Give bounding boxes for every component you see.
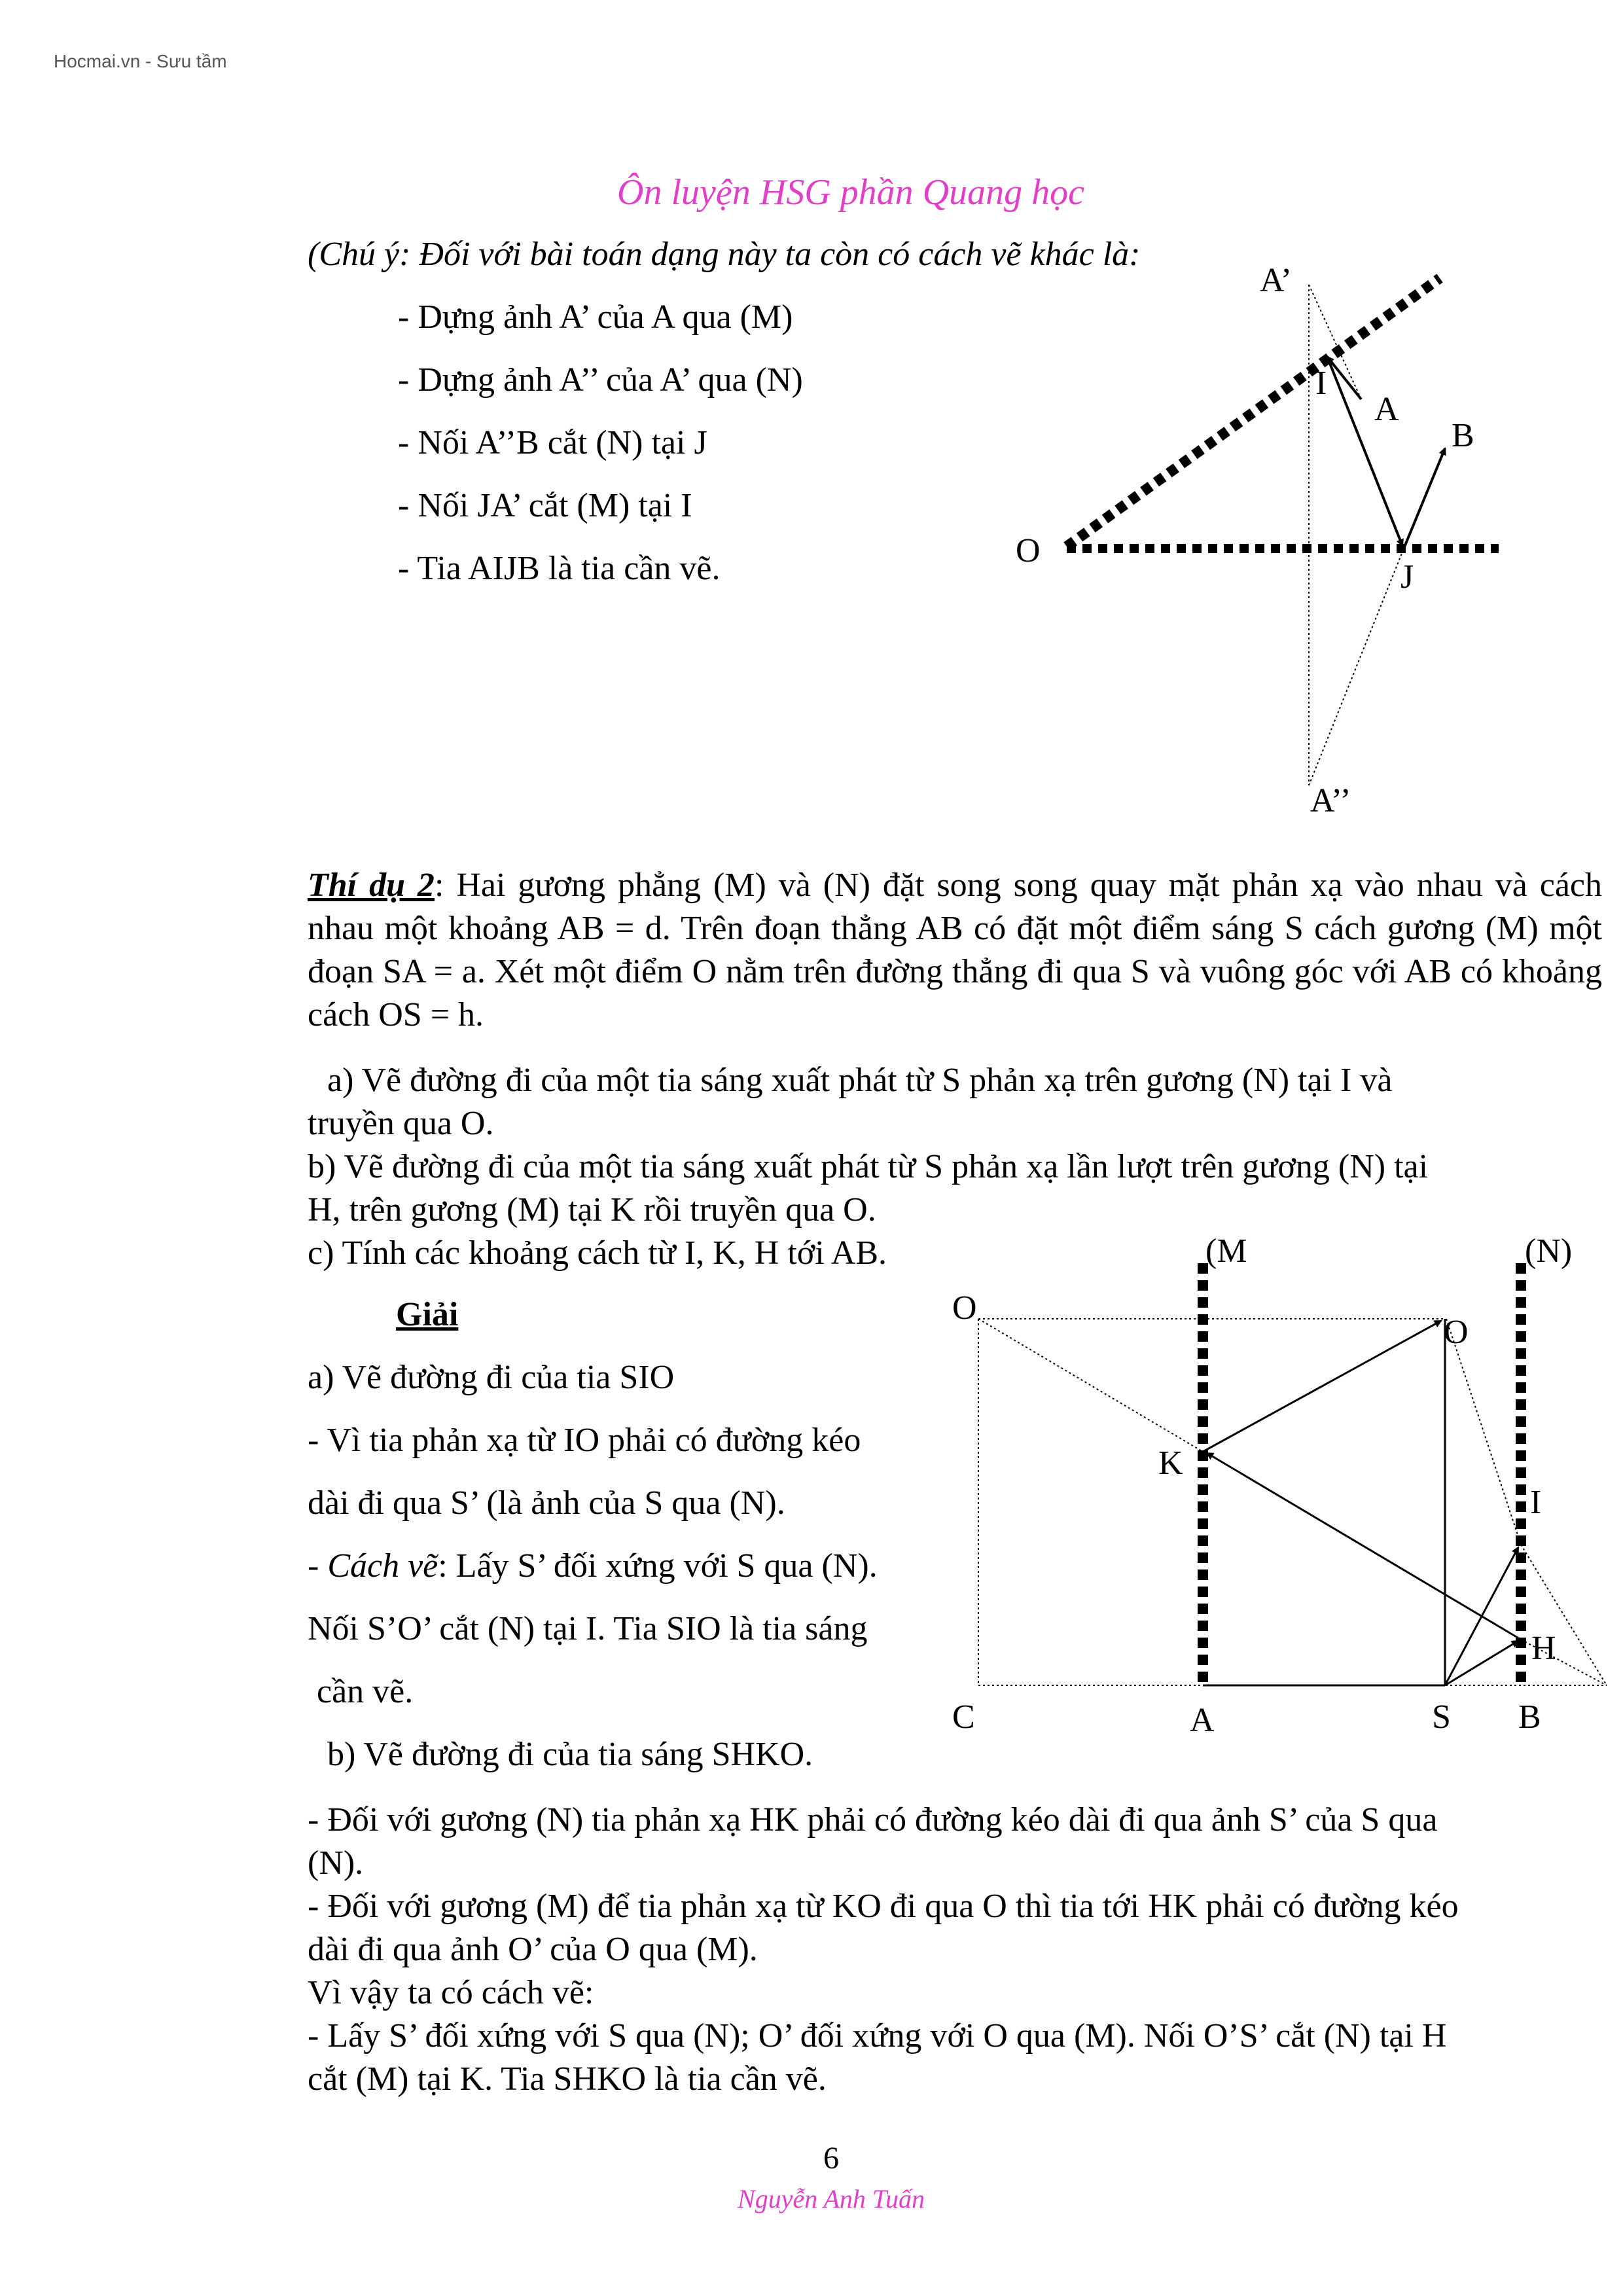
question-c: c) Tính các khoảng cách từ I, K, H tới AB.: [308, 1234, 887, 1272]
label-i: I: [1530, 1484, 1542, 1521]
solution-a-line-5: cần vẽ.: [317, 1673, 414, 1710]
solution-a-line-3: - Cách vẽ: Lấy S’ đối xứng với S qua (N).: [308, 1547, 878, 1585]
solution-a-title: a) Vẽ đường đi của tia SIO: [308, 1359, 675, 1396]
ray-k-to-o: [1203, 1321, 1441, 1452]
note-intro: (Chú ý: Đối với bài toán dạng này ta còn có cách vẽ khác là:: [308, 236, 1141, 273]
label-mirror-m: (M: [1205, 1232, 1247, 1270]
note-step-3: - Nối A’’B cắt (N) tại J: [398, 424, 707, 461]
solution-b-title: b) Vẽ đường đi của tia sáng SHKO.: [327, 1736, 813, 1773]
label-o-left: O: [952, 1289, 977, 1327]
solution-b-line-6: - Lấy S’ đối xứng với S qua (N); O’ đối xứng với O qua (M). Nối O’S’ cắt (N) tại H: [308, 2017, 1447, 2054]
ray-i-to-j: [1327, 357, 1402, 546]
note-step-4: - Nối JA’ cắt (M) tại I: [398, 487, 692, 524]
page-number: 6: [823, 2141, 839, 2176]
solution-b-line-1: - Đối với gương (N) tia phản xạ HK phải có đường kéo dài đi qua ảnh S’ của S qua: [308, 1801, 1438, 1839]
note-step-5: - Tia AIJB là tia cần vẽ.: [398, 550, 721, 587]
author-name: Nguyễn Anh Tuấn: [738, 2184, 925, 2214]
construction-o-i: [1446, 1319, 1521, 1545]
label-c: C: [952, 1698, 975, 1736]
example-2-paragraph: [308, 864, 1602, 1037]
label-o-right: O: [1444, 1314, 1469, 1351]
label-k: K: [1158, 1444, 1183, 1482]
figure-2-parallel-mirrors: [942, 1230, 1623, 1754]
solution-a-line-3-rest: : Lấy S’ đối xứng với S qua (N).: [438, 1547, 878, 1585]
note-step-1: - Dựng ảnh A’ của A qua (M): [398, 298, 793, 336]
label-h: H: [1531, 1630, 1556, 1667]
solution-a-line-4: Nối S’O’ cắt (N) tại I. Tia SIO là tia sáng: [308, 1610, 868, 1647]
label-a: A: [1374, 391, 1399, 428]
label-mirror-n: (N): [1525, 1232, 1573, 1270]
solution-a-line-1: - Vì tia phản xạ từ IO phải có đường kéo: [308, 1422, 861, 1459]
question-a-line-1: a) Vẽ đường đi của một tia sáng xuất phát từ S phản xạ trên gương (N) tại I và: [327, 1062, 1393, 1099]
label-a: A: [1190, 1702, 1215, 1739]
label-b: B: [1518, 1698, 1541, 1736]
label-o: O: [1016, 532, 1041, 569]
example-2-heading: Thí dụ 2: [308, 867, 435, 904]
question-a-line-2: truyền qua O.: [308, 1105, 494, 1142]
page-title: Ôn luyện HSG phần Quang học: [617, 172, 1084, 213]
solution-b-line-7: cắt (M) tại K. Tia SHKO là tia cần vẽ.: [308, 2060, 827, 2098]
solution-b-line-3: - Đối với gương (M) để tia phản xạ từ KO đi qua O thì tia tới HK phải có đường kéo: [308, 1888, 1459, 1925]
label-a-prime: A’: [1260, 262, 1293, 299]
how-to-draw-label: Cách vẽ: [327, 1547, 438, 1585]
source-label: Hocmai.vn - Sưu tầm: [54, 51, 227, 71]
label-a-double: A’’: [1310, 782, 1351, 819]
ray-h-to-k: [1207, 1453, 1521, 1640]
solution-a-line-2: dài đi qua S’ (là ảnh của S qua (N).: [308, 1484, 785, 1522]
solution-b-line-2: (N).: [308, 1844, 364, 1882]
note-step-2: - Dựng ảnh A’’ của A’ qua (N): [398, 361, 803, 399]
construction-a-double-j: [1309, 548, 1404, 785]
label-s: S: [1432, 1698, 1451, 1736]
example-2-text: : Hai gương phẳng (M) và (N) đặt song song quay mặt phản xạ vào nhau và cách nhau một khoảng AB = d. Trên đoạn thẳng AB có đặt một điểm sáng S cách gương (M) một đoạn SA = a. Xét một điểm O nằm trên đường thẳng đi qua S và vuông góc với AB có khoảng cách OS = h.: [308, 867, 1602, 1033]
ray-a-to-i: [1327, 357, 1361, 399]
figure-1-mirror-angle: [1008, 249, 1531, 838]
label-i: I: [1315, 365, 1327, 402]
solution-b-line-4: dài đi qua ảnh O’ của O qua (M).: [308, 1931, 758, 1968]
ray-j-to-b: [1404, 448, 1445, 548]
question-b-line-2: H, trên gương (M) tại K rồi truyền qua O.: [308, 1191, 876, 1229]
solution-b-line-5: Vì vậy ta có cách vẽ:: [308, 1974, 594, 2011]
solution-heading: Giải: [396, 1296, 459, 1333]
label-b: B: [1452, 417, 1474, 454]
question-b-line-1: b) Vẽ đường đi của một tia sáng xuất phát từ S phản xạ lần lượt trên gương (N) tại: [308, 1148, 1429, 1185]
construction-o-prime-k: [978, 1319, 1203, 1452]
label-j: J: [1400, 558, 1414, 596]
